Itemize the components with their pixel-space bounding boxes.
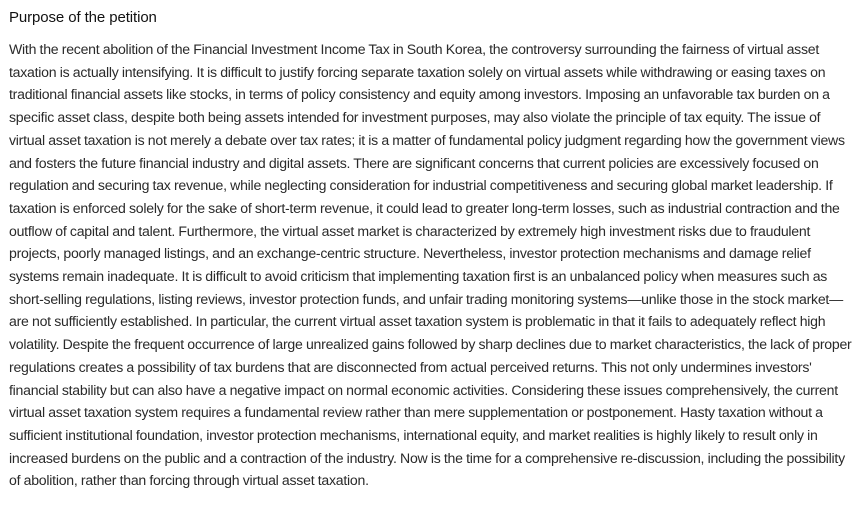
petition-body-text: With the recent abolition of the Financial Investment Income Tax in South Korea, the controversy surrounding the fairness of virtual asset taxation is actually intensifying. It is difficult to justify forcing separate taxation solely on virtual assets while withdrawing or easing taxes on traditional financial assets like stocks, in terms of policy consistency and equity among investors. Imposing an unfavorable tax burden on a specific asset class, despite both being assets intended for investment purposes, may also violate the principle of tax equity. The issue of virtual asset taxation is not merely a debate over tax rates; it is a matter of fundamental policy judgment regarding how the government views and fosters the future financial industry and digital assets. There are significant concerns that current policies are excessively focused on regulation and securing tax revenue, while neglecting consideration for industrial competitiveness and securing global market leadership. If taxation is enforced solely for the sake of short-term revenue, it could lead to greater long-term losses, such as industrial contraction and the outflow of capital and talent. Furthermore, the virtual asset market is characterized by extremely high investment risks due to fraudulent projects, poorly managed listings, and an exchange-centric structure. Nevertheless, investor protection mechanisms and damage relief systems remain inadequate. It is difficult to avoid criticism that implementing taxation first is an unbalanced policy when measures such as short-selling regulations, listing reviews, investor protection funds, and unfair trading monitoring systems—unlike those in the stock market—are not sufficiently established. In particular, the current virtual asset taxation system is problematic in that it fails to adequately reflect high volatility. Despite the frequent occurrence of large unrealized gains followed by sharp declines due to market characteristics, the lack of proper regulations creates a possibility of tax burdens that are disconnected from actual perceived returns. This not only undermines investors' financial stability but can also have a negative impact on normal economic activities. Considering these issues comprehensively, the current virtual asset taxation system requires a fundamental review rather than mere supplementation or postponement. Hasty taxation without a sufficient institutional foundation, investor protection mechanisms, international equity, and market realities is highly likely to result only in increased burdens on the public and a contraction of the industry. Now is the time for a comprehensive re-discussion, including the possibility of abolition, rather than forcing through virtual asset taxation. xyxy=(9,41,852,489)
section-heading: Purpose of the petition xyxy=(9,9,157,26)
